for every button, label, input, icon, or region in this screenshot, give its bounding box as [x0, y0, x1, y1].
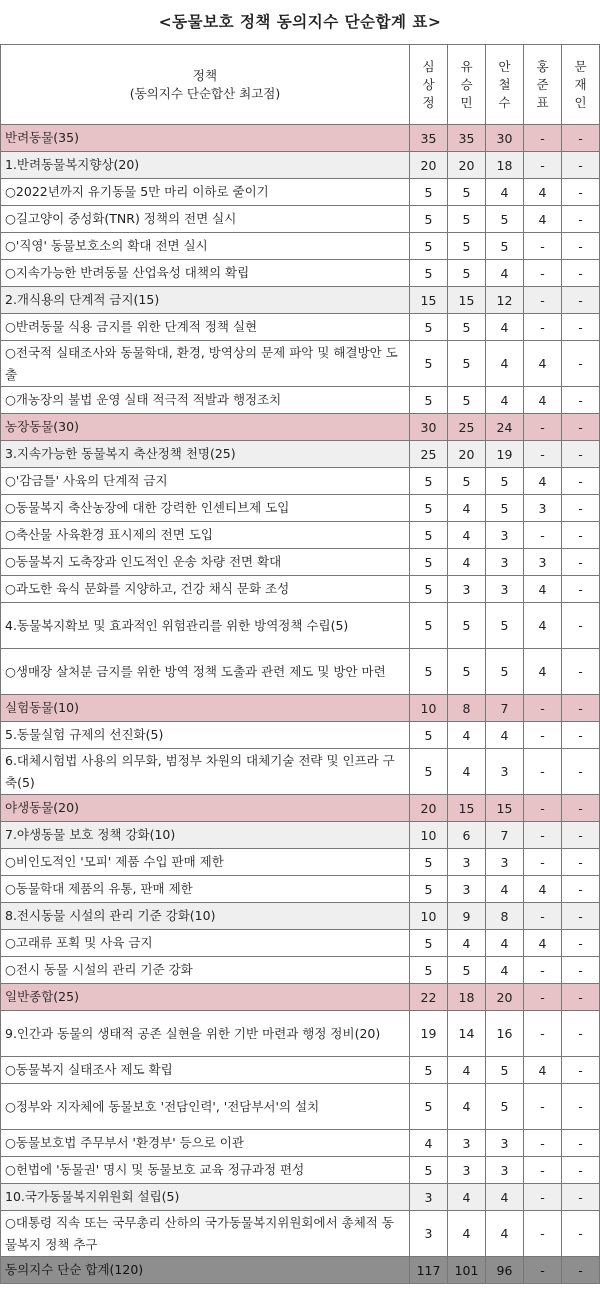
table-row	[1, 749, 600, 795]
score-cell: 15	[410, 287, 448, 314]
score-cell: 5	[410, 495, 448, 522]
score-cell: -	[562, 1184, 600, 1211]
score-cell: -	[524, 260, 562, 287]
score-cell: -	[562, 649, 600, 695]
policy-name: ○'감금틀' 사육의 단계적 금지	[1, 468, 410, 495]
score-cell: 5	[448, 179, 486, 206]
score-cell: 4	[524, 1057, 562, 1084]
score-cell: 4	[448, 1211, 486, 1257]
score-cell: -	[562, 441, 600, 468]
policy-name: ○'직영' 동물보호소의 확대 전면 실시	[1, 233, 410, 260]
score-cell: 4	[448, 1084, 486, 1130]
score-cell: -	[562, 522, 600, 549]
score-cell: 4	[524, 179, 562, 206]
score-cell: -	[562, 1057, 600, 1084]
policy-name: ○생매장 살처분 금지를 위한 방역 정책 도출과 관련 제도 및 방안 마련	[1, 649, 410, 695]
score-cell: 4	[448, 495, 486, 522]
score-cell: 24	[486, 414, 524, 441]
table-row	[1, 1211, 600, 1257]
score-cell: 4	[486, 314, 524, 341]
score-cell: -	[562, 549, 600, 576]
score-cell: 9	[448, 903, 486, 930]
score-cell: 22	[410, 984, 448, 1011]
score-cell: -	[562, 314, 600, 341]
score-cell: 5	[486, 233, 524, 260]
table-row	[1, 649, 600, 695]
policy-name: ○동물학대 제품의 유통, 판매 제한	[1, 876, 410, 903]
score-cell: 5	[448, 468, 486, 495]
table-row	[1, 722, 600, 749]
score-cell: 3	[486, 576, 524, 603]
score-cell: -	[562, 1084, 600, 1130]
score-cell: 5	[410, 930, 448, 957]
score-cell: -	[562, 206, 600, 233]
score-cell: -	[524, 1011, 562, 1057]
score-cell: 4	[486, 1184, 524, 1211]
score-cell: 3	[410, 1211, 448, 1257]
score-cell: -	[562, 749, 600, 795]
score-cell: 5	[448, 206, 486, 233]
policy-header-title: 정책	[192, 67, 218, 83]
score-cell: -	[524, 287, 562, 314]
score-cell: 16	[486, 1011, 524, 1057]
policy-name: ○동물복지 축산농장에 대한 강력한 인센티브제 도입	[1, 495, 410, 522]
score-cell: 5	[410, 179, 448, 206]
candidate-name: 심상정	[422, 58, 435, 110]
policy-name: 9.인간과 동물의 생태적 공존 실현을 위한 기반 마련과 행정 정비(20)	[1, 1011, 410, 1057]
table-row	[1, 206, 600, 233]
policy-name: 동의지수 단순 합계(120)	[1, 1257, 410, 1284]
score-cell: -	[524, 695, 562, 722]
score-cell: -	[524, 414, 562, 441]
policy-name: 1.반려동물복지향상(20)	[1, 152, 410, 179]
score-cell: 3	[486, 749, 524, 795]
score-cell: -	[524, 795, 562, 822]
score-cell: 5	[448, 260, 486, 287]
score-cell: 25	[410, 441, 448, 468]
subcategory-row	[1, 822, 600, 849]
score-cell: 30	[410, 414, 448, 441]
score-cell: 3	[448, 1157, 486, 1184]
score-cell: 3	[524, 549, 562, 576]
policy-name: 실험동물(10)	[1, 695, 410, 722]
score-cell: 5	[410, 1084, 448, 1130]
score-cell: -	[562, 849, 600, 876]
policy-name: 7.야생동물 보호 정책 강화(10)	[1, 822, 410, 849]
score-cell: 10	[410, 695, 448, 722]
policy-name: ○동물보호법 주무부서 '환경부' 등으로 이관	[1, 1130, 410, 1157]
score-cell: 35	[410, 125, 448, 152]
score-cell: 19	[486, 441, 524, 468]
score-cell: 4	[524, 603, 562, 649]
table-row	[1, 930, 600, 957]
score-cell: -	[562, 576, 600, 603]
score-cell: 4	[524, 576, 562, 603]
policy-name: ○길고양이 중성화(TNR) 정책의 전면 실시	[1, 206, 410, 233]
score-cell: 4	[486, 930, 524, 957]
score-cell: -	[562, 468, 600, 495]
score-cell: 101	[448, 1257, 486, 1284]
table-title: <동물보호 정책 동의지수 단순합계 표>	[158, 13, 442, 31]
score-cell: 3	[524, 495, 562, 522]
policy-name: ○2022년까지 유기동물 5만 마리 이하로 줄이기	[1, 179, 410, 206]
score-cell: 5	[410, 206, 448, 233]
score-cell: 3	[486, 522, 524, 549]
score-cell: 4	[524, 387, 562, 414]
score-cell: -	[562, 822, 600, 849]
score-cell: 20	[448, 152, 486, 179]
score-cell: -	[524, 957, 562, 984]
subcategory-row	[1, 1184, 600, 1211]
score-cell: -	[524, 314, 562, 341]
policy-name: ○개농장의 불법 운영 실태 적극적 적발과 행정조치	[1, 387, 410, 414]
score-cell: -	[562, 341, 600, 387]
score-cell: 5	[486, 206, 524, 233]
score-cell: 4	[448, 1184, 486, 1211]
score-cell: -	[524, 849, 562, 876]
policy-name: ○반려동물 식용 금지를 위한 단계적 정책 실현	[1, 314, 410, 341]
score-cell: -	[524, 1184, 562, 1211]
policy-name: 8.전시동물 시설의 관리 기준 강화(10)	[1, 903, 410, 930]
score-cell: 4	[486, 179, 524, 206]
score-cell: -	[562, 903, 600, 930]
policy-name: 2.개식용의 단계적 금지(15)	[1, 287, 410, 314]
score-cell: -	[562, 287, 600, 314]
table-body	[1, 125, 600, 1284]
policy-name: 5.동물실험 규제의 선진화(5)	[1, 722, 410, 749]
score-cell: 5	[410, 876, 448, 903]
score-cell: -	[562, 957, 600, 984]
score-cell: 18	[486, 152, 524, 179]
score-cell: 4	[524, 341, 562, 387]
policy-name: 일반종합(25)	[1, 984, 410, 1011]
score-cell: 5	[486, 468, 524, 495]
score-cell: 15	[448, 795, 486, 822]
table-row	[1, 576, 600, 603]
score-cell: 5	[486, 603, 524, 649]
policy-name: ○동물복지 도축장과 인도적인 운송 차량 전면 확대	[1, 549, 410, 576]
score-cell: -	[562, 1211, 600, 1257]
party-header	[410, 45, 448, 125]
table-row	[1, 1130, 600, 1157]
score-cell: 15	[448, 287, 486, 314]
score-cell: -	[524, 749, 562, 795]
candidate-name: 문재인	[574, 58, 587, 110]
score-cell: 5	[410, 749, 448, 795]
subcategory-row	[1, 441, 600, 468]
subcategory-row	[1, 903, 600, 930]
score-cell: 10	[410, 903, 448, 930]
table-row	[1, 260, 600, 287]
category-row	[1, 125, 600, 152]
table-row	[1, 233, 600, 260]
score-cell: -	[524, 233, 562, 260]
party-header	[562, 45, 600, 125]
table-row	[1, 876, 600, 903]
score-cell: -	[562, 152, 600, 179]
policy-name: 10.국가동물복지위원회 설립(5)	[1, 1184, 410, 1211]
score-cell: 5	[410, 468, 448, 495]
policy-name: 6.대체시험법 사용의 의무화, 범정부 차원의 대체기술 전략 및 인프라 구축(5)	[1, 749, 410, 795]
score-cell: 3	[486, 1130, 524, 1157]
table-row	[1, 495, 600, 522]
policy-name: ○비인도적인 '모피' 제품 수입 판매 제한	[1, 849, 410, 876]
score-cell: 5	[448, 233, 486, 260]
policy-name: ○동물복지 실태조사 제도 확립	[1, 1057, 410, 1084]
score-cell: 5	[410, 603, 448, 649]
score-cell: 5	[410, 649, 448, 695]
score-cell: -	[562, 387, 600, 414]
policy-name: ○지속가능한 반려동물 산업육성 대책의 확립	[1, 260, 410, 287]
score-cell: 4	[486, 1211, 524, 1257]
category-row	[1, 414, 600, 441]
table-row	[1, 1057, 600, 1084]
party-header	[486, 45, 524, 125]
score-cell: 3	[486, 849, 524, 876]
score-cell: -	[562, 1130, 600, 1157]
score-cell: 20	[448, 441, 486, 468]
score-cell: 3	[448, 1130, 486, 1157]
policy-name: ○전시 동물 시설의 관리 기준 강화	[1, 957, 410, 984]
score-cell: 4	[448, 749, 486, 795]
score-cell: -	[562, 876, 600, 903]
score-cell: 18	[448, 984, 486, 1011]
score-cell: 5	[410, 849, 448, 876]
table-row	[1, 1084, 600, 1130]
policy-header-note: (동의지수 단순합산 최고점)	[129, 85, 281, 101]
score-cell: 4	[486, 387, 524, 414]
score-cell: -	[562, 233, 600, 260]
score-cell: 4	[486, 722, 524, 749]
table-row	[1, 1157, 600, 1184]
score-cell: 3	[448, 576, 486, 603]
score-cell: -	[524, 1084, 562, 1130]
score-cell: -	[562, 930, 600, 957]
score-cell: -	[524, 903, 562, 930]
subcategory-row	[1, 152, 600, 179]
score-cell: 25	[448, 414, 486, 441]
score-cell: 35	[448, 125, 486, 152]
policy-name: ○대통령 직속 또는 국무총리 산하의 국가동물복지위원회에서 총체적 동물복지 정책 추구	[1, 1211, 410, 1257]
score-cell: 3	[486, 549, 524, 576]
policy-name: ○축산물 사육환경 표시제의 전면 도입	[1, 522, 410, 549]
score-cell: 5	[410, 260, 448, 287]
policy-name: ○과도한 육식 문화를 지양하고, 건강 채식 문화 조성	[1, 576, 410, 603]
score-cell: -	[562, 1011, 600, 1057]
score-cell: 5	[410, 341, 448, 387]
score-cell: -	[562, 414, 600, 441]
score-cell: 5	[448, 387, 486, 414]
score-cell: 5	[448, 341, 486, 387]
policy-name: ○고래류 포획 및 사육 금지	[1, 930, 410, 957]
score-cell: 5	[448, 957, 486, 984]
table-row	[1, 468, 600, 495]
score-cell: -	[562, 125, 600, 152]
score-cell: 5	[486, 1057, 524, 1084]
policy-name: 3.지속가능한 동물복지 축산정책 천명(25)	[1, 441, 410, 468]
score-cell: -	[524, 1257, 562, 1284]
table-row	[1, 387, 600, 414]
score-cell: -	[524, 1211, 562, 1257]
policy-name: 야생동물(20)	[1, 795, 410, 822]
score-cell: 4	[448, 522, 486, 549]
score-cell: 4	[486, 260, 524, 287]
score-cell: -	[562, 495, 600, 522]
score-cell: 5	[486, 495, 524, 522]
score-cell: -	[562, 795, 600, 822]
score-cell: 3	[448, 876, 486, 903]
score-cell: 4	[410, 1130, 448, 1157]
score-cell: 3	[486, 1157, 524, 1184]
score-cell: 5	[410, 1057, 448, 1084]
table-row	[1, 1011, 600, 1057]
score-cell: -	[524, 522, 562, 549]
policy-name: 4.동물복지확보 및 효과적인 위험관리를 위한 방역정책 수립(5)	[1, 603, 410, 649]
candidate-name: 홍준표	[536, 58, 549, 110]
score-cell: 5	[410, 1157, 448, 1184]
score-cell: 117	[410, 1257, 448, 1284]
score-cell: -	[524, 152, 562, 179]
score-cell: 4	[524, 930, 562, 957]
score-cell: 4	[524, 468, 562, 495]
table-row	[1, 314, 600, 341]
policy-name: ○전국적 실태조사와 동물학대, 환경, 방역상의 문제 파악 및 해결방안 도출	[1, 341, 410, 387]
score-cell: 4	[524, 649, 562, 695]
score-cell: 7	[486, 695, 524, 722]
score-cell: 5	[486, 1084, 524, 1130]
score-cell: 5	[448, 603, 486, 649]
score-cell: 5	[410, 387, 448, 414]
policy-name: 농장동물(30)	[1, 414, 410, 441]
score-cell: -	[524, 722, 562, 749]
score-cell: -	[524, 1157, 562, 1184]
category-row	[1, 795, 600, 822]
score-cell: 20	[410, 152, 448, 179]
policy-header	[1, 45, 410, 125]
table-row	[1, 957, 600, 984]
score-cell: 5	[410, 957, 448, 984]
score-cell: 5	[410, 522, 448, 549]
score-cell: -	[562, 695, 600, 722]
score-cell: 3	[448, 849, 486, 876]
score-cell: -	[524, 125, 562, 152]
score-cell: -	[524, 1130, 562, 1157]
table-row	[1, 549, 600, 576]
header-row	[1, 45, 600, 125]
score-cell: 30	[486, 125, 524, 152]
score-cell: 12	[486, 287, 524, 314]
policy-name: ○정부와 지자체에 동물보호 '전담인력', '전담부서'의 설치	[1, 1084, 410, 1130]
score-cell: 20	[410, 795, 448, 822]
score-cell: 10	[410, 822, 448, 849]
score-cell: -	[524, 984, 562, 1011]
policy-name: ○헌법에 '동물권' 명시 및 동물보호 교육 정규과정 편성	[1, 1157, 410, 1184]
score-cell: 4	[524, 876, 562, 903]
score-cell: 4	[486, 957, 524, 984]
score-cell: 7	[486, 822, 524, 849]
party-header	[448, 45, 486, 125]
score-cell: -	[562, 1157, 600, 1184]
score-cell: -	[562, 1257, 600, 1284]
score-cell: -	[562, 722, 600, 749]
policy-score-table	[0, 44, 600, 1284]
score-cell: -	[562, 260, 600, 287]
score-cell: 20	[486, 984, 524, 1011]
score-cell: 14	[448, 1011, 486, 1057]
score-cell: -	[524, 441, 562, 468]
score-cell: -	[562, 984, 600, 1011]
category-row	[1, 695, 600, 722]
table-row	[1, 522, 600, 549]
score-cell: 4	[448, 549, 486, 576]
party-header	[524, 45, 562, 125]
score-cell: 5	[448, 314, 486, 341]
subcategory-row	[1, 287, 600, 314]
score-cell: -	[524, 822, 562, 849]
table-row	[1, 603, 600, 649]
candidate-name: 유승민	[460, 58, 473, 110]
score-cell: 4	[448, 930, 486, 957]
score-cell: -	[562, 603, 600, 649]
policy-name: 반려동물(35)	[1, 125, 410, 152]
score-cell: 8	[486, 903, 524, 930]
score-cell: -	[562, 179, 600, 206]
score-cell: 5	[410, 576, 448, 603]
category-row	[1, 984, 600, 1011]
candidate-name: 안철수	[498, 58, 511, 110]
score-cell: 5	[486, 649, 524, 695]
score-cell: 5	[410, 549, 448, 576]
score-cell: 5	[448, 649, 486, 695]
score-cell: 8	[448, 695, 486, 722]
total-row	[1, 1257, 600, 1284]
score-cell: 5	[410, 722, 448, 749]
score-cell: 96	[486, 1257, 524, 1284]
score-cell: 3	[410, 1184, 448, 1211]
score-cell: 5	[410, 233, 448, 260]
score-cell: 4	[448, 722, 486, 749]
table-row	[1, 849, 600, 876]
score-cell: 4	[486, 876, 524, 903]
table-row	[1, 341, 600, 387]
score-cell: 4	[524, 206, 562, 233]
score-cell: 19	[410, 1011, 448, 1057]
score-cell: 4	[448, 1057, 486, 1084]
table-row	[1, 179, 600, 206]
score-cell: 15	[486, 795, 524, 822]
score-cell: 5	[410, 314, 448, 341]
score-cell: 4	[486, 341, 524, 387]
score-cell: 6	[448, 822, 486, 849]
